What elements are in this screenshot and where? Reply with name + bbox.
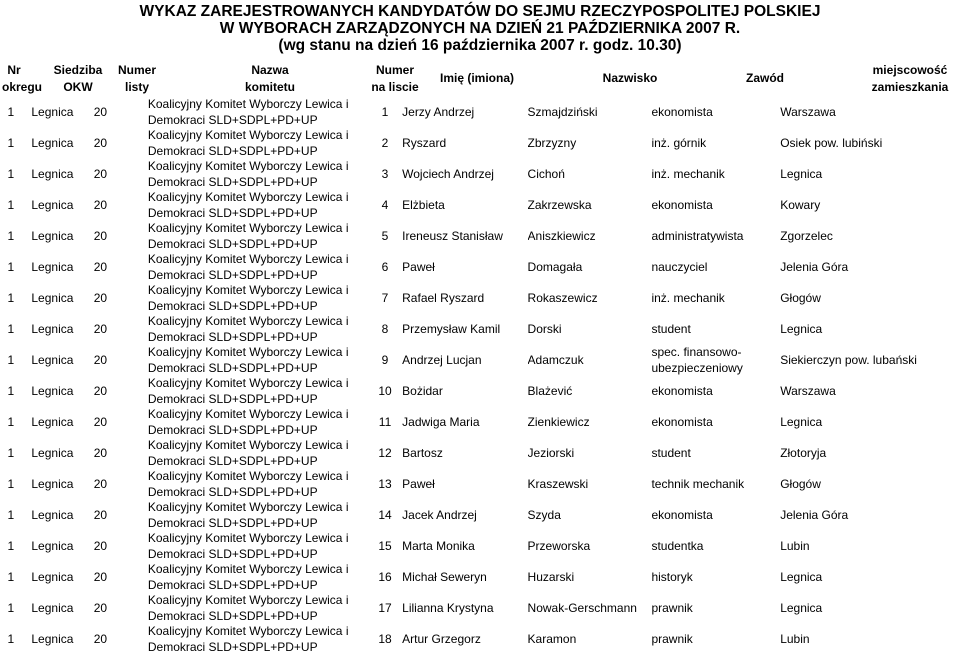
table-row [0, 531, 960, 562]
zawod-cell [651, 221, 780, 252]
komitet-line-2: Demokraci SLD+SDPL+PD+UP [147, 422, 318, 437]
siedziba-cell: Legnica [31, 197, 74, 212]
nr-okregu-cell: 1 [7, 104, 15, 119]
zawod-line-1: prawnik [651, 631, 693, 646]
miejscowosc-cell: Legnica [780, 166, 823, 181]
siedziba-cell: Legnica [31, 600, 74, 615]
komitet-line-2: Demokraci SLD+SDPL+PD+UP [147, 577, 318, 592]
komitet-line-2: Demokraci SLD+SDPL+PD+UP [147, 174, 318, 189]
title-line-1: WYKAZ ZAREJESTROWANYCH KANDYDATÓW DO SEJMU RZECZYPOSPOLITEJ POLSKIEJ [139, 3, 821, 20]
imie-cell: Paweł [402, 259, 435, 274]
zawod-cell [651, 97, 780, 128]
komitet-line-1: Koalicyjny Komitet Wyborczy Lewica i [147, 283, 349, 297]
nr-okregu-cell: 1 [7, 631, 15, 646]
komitet-cell [118, 159, 369, 190]
zawod-line-1: administratywista [651, 228, 744, 243]
zawod-line-1: spec. finansowo- [651, 345, 742, 359]
zawod-cell [651, 159, 780, 190]
nr-okregu-cell: 1 [7, 600, 15, 615]
table-row [0, 562, 960, 593]
miejscowosc-cell: Głogów [780, 476, 821, 491]
nr-okregu-cell: 1 [7, 166, 15, 181]
komitet-line-1: Koalicyjny Komitet Wyborczy Lewica i [147, 407, 349, 421]
miejscowosc-cell: Lubin [780, 538, 810, 553]
table-row [0, 376, 960, 407]
imie-cell: Przemysław Kamil [402, 321, 501, 336]
imie-cell: Ryszard [402, 135, 447, 150]
table-row [0, 345, 960, 376]
komitet-line-2: Demokraci SLD+SDPL+PD+UP [147, 205, 318, 220]
komitet-cell [118, 190, 369, 221]
numer-na-liscie-cell: 13 [378, 476, 392, 491]
table-row [0, 159, 960, 190]
zawod-cell [651, 128, 780, 159]
zawod-line-1: inż. mechanik [651, 166, 725, 181]
numer-na-liscie-cell: 8 [381, 321, 389, 336]
nazwisko-cell: Dorski [527, 321, 562, 336]
title-line-3: (wg stanu na dzień 16 października 2007 r. godz. 10.30) [278, 37, 682, 54]
zawod-cell [651, 345, 780, 376]
komitet-line-1: Koalicyjny Komitet Wyborczy Lewica i [147, 252, 349, 266]
siedziba-cell: Legnica [31, 507, 74, 522]
zawod-cell [651, 469, 780, 500]
komitet-line-1: Koalicyjny Komitet Wyborczy Lewica i [147, 593, 349, 607]
imie-cell: Andrzej Lucjan [402, 352, 482, 367]
numer-listy-cell: 20 [93, 352, 108, 367]
numer-listy-cell: 20 [93, 600, 108, 615]
numer-na-liscie-cell: 7 [381, 290, 389, 305]
miejscowosc-cell: Warszawa [780, 383, 836, 398]
komitet-line-2: Demokraci SLD+SDPL+PD+UP [147, 112, 318, 127]
zawod-cell [651, 531, 780, 562]
numer-listy-cell: 20 [93, 321, 108, 336]
miejscowosc-cell: Złotoryja [780, 445, 827, 460]
header-nazwisko: Nazwisko [602, 71, 658, 85]
table-row [0, 624, 960, 655]
siedziba-cell: Legnica [31, 228, 74, 243]
komitet-cell [118, 438, 369, 469]
nazwisko-cell: Szmajdziński [527, 104, 598, 119]
imie-cell: Rafael Ryszard [402, 290, 485, 305]
table-row [0, 128, 960, 159]
komitet-line-1: Koalicyjny Komitet Wyborczy Lewica i [147, 345, 349, 359]
siedziba-cell: Legnica [31, 166, 74, 181]
miejscowosc-cell: Legnica [780, 414, 823, 429]
siedziba-cell: Legnica [31, 104, 74, 119]
imie-cell: Jacek Andrzej [402, 507, 477, 522]
komitet-line-1: Koalicyjny Komitet Wyborczy Lewica i [147, 469, 349, 483]
komitet-cell [118, 562, 369, 593]
zawod-line-1: nauczyciel [651, 259, 708, 274]
miejscowosc-cell: Zgorzelec [780, 228, 833, 243]
numer-listy-cell: 20 [93, 135, 108, 150]
nazwisko-cell: Karamon [527, 631, 577, 646]
komitet-line-1: Koalicyjny Komitet Wyborczy Lewica i [147, 624, 349, 638]
numer-na-liscie-cell: 6 [381, 259, 389, 274]
nazwisko-cell: Kraszewski [527, 476, 589, 491]
zawod-line-2: ubezpieczeniowy [651, 360, 743, 375]
imie-cell: Jadwiga Maria [402, 414, 480, 429]
komitet-line-2: Demokraci SLD+SDPL+PD+UP [147, 391, 318, 406]
komitet-line-2: Demokraci SLD+SDPL+PD+UP [147, 236, 318, 251]
numer-na-liscie-cell: 3 [381, 166, 389, 181]
siedziba-cell: Legnica [31, 631, 74, 646]
miejscowosc-cell: Legnica [780, 569, 823, 584]
siedziba-cell: Legnica [31, 352, 74, 367]
nr-okregu-cell: 1 [7, 352, 15, 367]
zawod-cell [651, 593, 780, 624]
komitet-cell [118, 128, 369, 159]
miejscowosc-cell: Osiek pow. lubiński [780, 135, 883, 150]
numer-na-liscie-cell: 1 [381, 104, 389, 119]
komitet-line-1: Koalicyjny Komitet Wyborczy Lewica i [147, 500, 349, 514]
siedziba-cell: Legnica [31, 383, 74, 398]
numer-listy-cell: 20 [93, 259, 108, 274]
document-title [0, 3, 960, 54]
imie-cell: Bożidar [402, 383, 443, 398]
numer-listy-cell: 20 [93, 104, 108, 119]
nazwisko-cell: Zienkiewicz [527, 414, 590, 429]
imie-cell: Jerzy Andrzej [402, 104, 475, 119]
miejscowosc-cell: Jelenia Góra [780, 507, 849, 522]
siedziba-cell: Legnica [31, 445, 74, 460]
header-miejscowosc-zamieszkania: miejscowość zamieszkania [871, 63, 949, 94]
numer-na-liscie-cell: 16 [378, 569, 392, 584]
komitet-line-2: Demokraci SLD+SDPL+PD+UP [147, 546, 318, 561]
numer-na-liscie-cell: 2 [381, 135, 389, 150]
zawod-cell [651, 283, 780, 314]
siedziba-cell: Legnica [31, 259, 74, 274]
komitet-line-1: Koalicyjny Komitet Wyborczy Lewica i [147, 314, 349, 328]
header-nr-okregu: Nr okregu [2, 63, 43, 94]
table-row [0, 252, 960, 283]
zawod-cell [651, 500, 780, 531]
table-row [0, 438, 960, 469]
numer-na-liscie-cell: 4 [381, 197, 389, 212]
nazwisko-cell: Zbrzyzny [527, 135, 577, 150]
nr-okregu-cell: 1 [7, 135, 15, 150]
komitet-cell [118, 593, 369, 624]
numer-listy-cell: 20 [93, 197, 108, 212]
komitet-cell [118, 97, 369, 128]
header-siedziba-okw: Siedziba OKW [53, 63, 103, 94]
nr-okregu-cell: 1 [7, 321, 15, 336]
komitet-line-2: Demokraci SLD+SDPL+PD+UP [147, 329, 318, 344]
komitet-line-1: Koalicyjny Komitet Wyborczy Lewica i [147, 128, 349, 142]
table-row [0, 500, 960, 531]
numer-na-liscie-cell: 12 [378, 445, 392, 460]
komitet-line-2: Demokraci SLD+SDPL+PD+UP [147, 484, 318, 499]
numer-listy-cell: 20 [93, 445, 108, 460]
numer-listy-cell: 20 [93, 166, 108, 181]
komitet-line-2: Demokraci SLD+SDPL+PD+UP [147, 143, 318, 158]
table-row [0, 314, 960, 345]
miejscowosc-cell: Kowary [780, 197, 821, 212]
nr-okregu-cell: 1 [7, 290, 15, 305]
miejscowosc-cell: Jelenia Góra [780, 259, 849, 274]
zawod-cell [651, 190, 780, 221]
header-numer-na-liscie: Numer na liscie [371, 63, 419, 94]
nr-okregu-cell: 1 [7, 538, 15, 553]
komitet-line-1: Koalicyjny Komitet Wyborczy Lewica i [147, 190, 349, 204]
imie-cell: Bartosz [402, 445, 443, 460]
numer-na-liscie-cell: 15 [378, 538, 392, 553]
table-row [0, 190, 960, 221]
numer-listy-cell: 20 [93, 383, 108, 398]
komitet-line-1: Koalicyjny Komitet Wyborczy Lewica i [147, 97, 349, 111]
numer-listy-cell: 20 [93, 507, 108, 522]
zawod-line-1: ekonomista [651, 507, 713, 522]
numer-listy-cell: 20 [93, 476, 108, 491]
komitet-cell [118, 469, 369, 500]
zawod-line-1: inż. górnik [651, 135, 707, 150]
imie-cell: Lilianna Krystyna [402, 600, 494, 615]
nr-okregu-cell: 1 [7, 445, 15, 460]
table-row [0, 407, 960, 438]
imie-cell: Elżbieta [402, 197, 445, 212]
numer-na-liscie-cell: 14 [378, 507, 392, 522]
nr-okregu-cell: 1 [7, 228, 15, 243]
nr-okregu-cell: 1 [7, 259, 15, 274]
imie-cell: Marta Monika [402, 538, 475, 553]
nazwisko-cell: Zakrzewska [527, 197, 592, 212]
imie-cell: Ireneusz Stanisław [402, 228, 503, 243]
nr-okregu-cell: 1 [7, 414, 15, 429]
nazwisko-cell: Rokaszewicz [527, 290, 598, 305]
miejscowosc-cell: Głogów [780, 290, 821, 305]
siedziba-cell: Legnica [31, 321, 74, 336]
numer-listy-cell: 20 [93, 414, 108, 429]
zawod-line-1: ekonomista [651, 414, 713, 429]
nr-okregu-cell: 1 [7, 507, 15, 522]
table-row [0, 593, 960, 624]
zawod-cell [651, 314, 780, 345]
komitet-cell [118, 283, 369, 314]
siedziba-cell: Legnica [31, 476, 74, 491]
komitet-cell [118, 314, 369, 345]
zawod-line-1: ekonomista [651, 383, 713, 398]
miejscowosc-cell: Legnica [780, 321, 823, 336]
numer-listy-cell: 20 [93, 228, 108, 243]
title-line-2: W WYBORACH ZARZĄDZONYCH NA DZIEŃ 21 PAŹDZIERNIKA 2007 R. [219, 20, 741, 37]
siedziba-cell: Legnica [31, 414, 74, 429]
komitet-cell [118, 221, 369, 252]
candidates-table-body [0, 97, 960, 655]
siedziba-cell: Legnica [31, 569, 74, 584]
nazwisko-cell: Nowak-Gerschmann [527, 600, 637, 615]
komitet-cell [118, 531, 369, 562]
header-zawod: Zawód [746, 71, 784, 85]
miejscowosc-cell: Lubin [780, 631, 810, 646]
komitet-cell [118, 252, 369, 283]
komitet-line-2: Demokraci SLD+SDPL+PD+UP [147, 267, 318, 282]
zawod-line-1: prawnik [651, 600, 693, 615]
imie-cell: Paweł [402, 476, 435, 491]
zawod-cell [651, 438, 780, 469]
miejscowosc-cell: Siekierczyn pow. lubański [780, 352, 917, 367]
numer-listy-cell: 20 [93, 631, 108, 646]
numer-listy-cell: 20 [93, 569, 108, 584]
komitet-line-2: Demokraci SLD+SDPL+PD+UP [147, 453, 318, 468]
zawod-cell [651, 407, 780, 438]
komitet-line-1: Koalicyjny Komitet Wyborczy Lewica i [147, 221, 349, 235]
header-numer-listy: Numer listy [117, 63, 156, 94]
nr-okregu-cell: 1 [7, 383, 15, 398]
komitet-cell [118, 376, 369, 407]
komitet-cell [118, 500, 369, 531]
imie-cell: Wojciech Andrzej [402, 166, 494, 181]
komitet-line-1: Koalicyjny Komitet Wyborczy Lewica i [147, 438, 349, 452]
komitet-cell [118, 407, 369, 438]
zawod-cell [651, 252, 780, 283]
nr-okregu-cell: 1 [7, 476, 15, 491]
table-row [0, 469, 960, 500]
numer-listy-cell: 20 [93, 538, 108, 553]
numer-na-liscie-cell: 9 [381, 352, 389, 367]
numer-na-liscie-cell: 18 [378, 631, 392, 646]
header-nazwa-komitetu: Nazwa komitetu [244, 63, 295, 94]
numer-na-liscie-cell: 5 [381, 228, 389, 243]
komitet-line-2: Demokraci SLD+SDPL+PD+UP [147, 639, 318, 654]
komitet-line-2: Demokraci SLD+SDPL+PD+UP [147, 360, 318, 375]
zawod-cell [651, 624, 780, 655]
table-row [0, 221, 960, 252]
miejscowosc-cell: Legnica [780, 600, 823, 615]
nazwisko-cell: Przeworska [527, 538, 591, 553]
imie-cell: Michał Seweryn [402, 569, 487, 584]
miejscowosc-cell: Warszawa [780, 104, 836, 119]
header-imie: Imię (imiona) [439, 71, 514, 85]
table-row [0, 97, 960, 128]
siedziba-cell: Legnica [31, 135, 74, 150]
komitet-cell [118, 624, 369, 655]
nazwisko-cell: Szyda [527, 507, 561, 522]
zawod-line-1: technik mechanik [651, 476, 745, 491]
nazwisko-cell: Cichoń [527, 166, 565, 181]
nazwisko-cell: Jeziorski [527, 445, 575, 460]
zawod-line-1: ekonomista [651, 197, 713, 212]
nazwisko-cell: Blażević [527, 383, 573, 398]
komitet-line-1: Koalicyjny Komitet Wyborczy Lewica i [147, 159, 349, 173]
imie-cell: Artur Grzegorz [402, 631, 481, 646]
komitet-line-2: Demokraci SLD+SDPL+PD+UP [147, 608, 318, 623]
zawod-line-1: student [651, 321, 691, 336]
zawod-line-1: studentka [651, 538, 704, 553]
komitet-line-2: Demokraci SLD+SDPL+PD+UP [147, 515, 318, 530]
nazwisko-cell: Aniszkiewicz [527, 228, 596, 243]
zawod-line-1: student [651, 445, 691, 460]
nazwisko-cell: Adamczuk [527, 352, 584, 367]
zawod-cell [651, 562, 780, 593]
nazwisko-cell: Domagała [527, 259, 583, 274]
numer-na-liscie-cell: 17 [378, 600, 392, 615]
zawod-cell [651, 376, 780, 407]
komitet-line-1: Koalicyjny Komitet Wyborczy Lewica i [147, 376, 349, 390]
nazwisko-cell: Huzarski [527, 569, 575, 584]
numer-na-liscie-cell: 10 [378, 383, 392, 398]
zawod-line-1: ekonomista [651, 104, 713, 119]
candidates-table [0, 97, 960, 655]
numer-listy-cell: 20 [93, 290, 108, 305]
komitet-line-1: Koalicyjny Komitet Wyborczy Lewica i [147, 531, 349, 545]
komitet-cell [118, 345, 369, 376]
komitet-line-2: Demokraci SLD+SDPL+PD+UP [147, 298, 318, 313]
siedziba-cell: Legnica [31, 290, 74, 305]
table-row [0, 283, 960, 314]
siedziba-cell: Legnica [31, 538, 74, 553]
zawod-line-1: historyk [651, 569, 693, 584]
komitet-line-1: Koalicyjny Komitet Wyborczy Lewica i [147, 562, 349, 576]
zawod-line-1: inż. mechanik [651, 290, 725, 305]
nr-okregu-cell: 1 [7, 569, 15, 584]
numer-na-liscie-cell: 11 [378, 414, 392, 429]
nr-okregu-cell: 1 [7, 197, 15, 212]
